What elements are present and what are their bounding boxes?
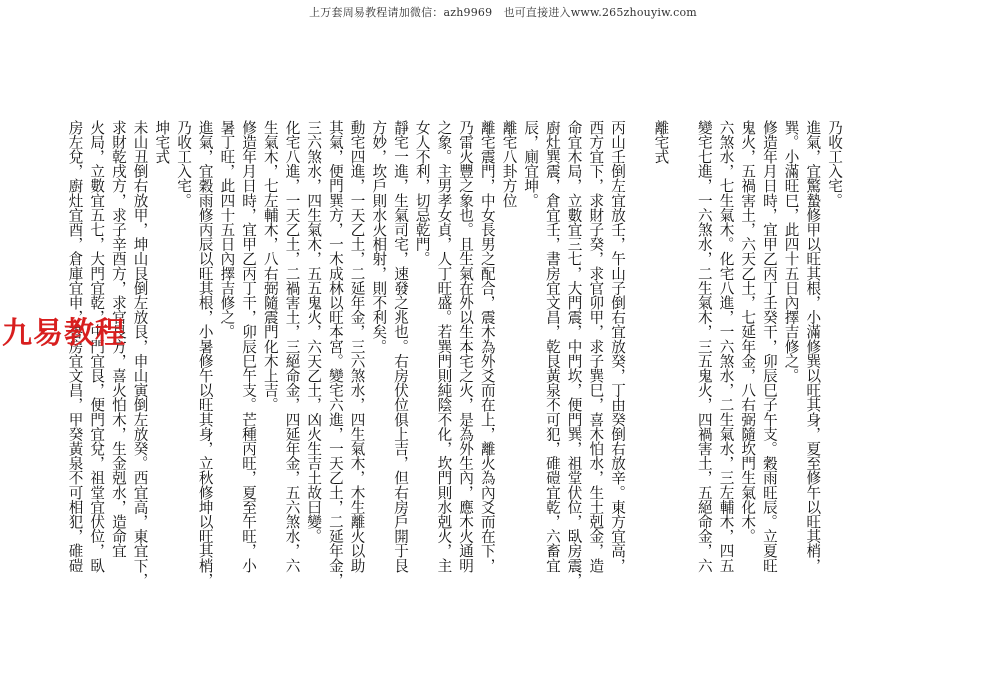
- text-column: 西方宜下，求財子癸，求官卯甲，求子巽巳，喜木怕水，生土剋金，造: [587, 120, 605, 573]
- text-column: 離宅式: [652, 120, 670, 164]
- text-column: [627, 120, 649, 615]
- text-column: 女人不利，切忌乾門。: [413, 120, 431, 266]
- watermark-logo: 九易教程: [2, 316, 126, 351]
- header-banner: 上万套周易教程请加微信：azh9969 也可直接进入www.265zhouyiw.com: [309, 6, 697, 19]
- text-column: 變宅七進，一六煞水，二生氣木，三五鬼火，四禍害土，五絕命金，六: [695, 120, 713, 573]
- text-column: 乃收工入宅。: [826, 120, 843, 208]
- text-column: 修造年月日時，宜甲乙丙丁壬癸干，卯辰巳子午支。穀雨旺辰。立夏旺: [760, 120, 778, 573]
- text-column: 暑丁旺，此四十五日內擇吉修之。: [218, 120, 236, 339]
- text-column: 進氣，宜穀雨修丙辰以旺其根，小暑修午以旺其身，立秋修坤以旺其梢，: [196, 120, 214, 588]
- text-column: 方妙，坎戶則水火相射，則不利矣。: [370, 120, 388, 354]
- text-column: 丙山壬倒左宜放壬，午山子倒右宜放癸，丁由癸倒右放辛。東方宜高，: [609, 120, 626, 573]
- text-column: 乃收工入宅。: [175, 120, 192, 208]
- text-column: 其氣，便門巽方，一木成林以旺本宮。變宅六進，一天乙土，二延年金，: [326, 120, 344, 588]
- text-column: 三六煞水，四生氣木，五五鬼火，六天乙土，凶火生吉土故曰變。: [305, 120, 323, 544]
- text-column: 房左兌，廚灶宜酉，倉庫宜申，書房宜文昌，甲癸黃泉不可相犯，碓磑: [66, 120, 84, 573]
- text-column: 六煞水，七生氣木。化宅八進，一六煞水，二生氣水，三左輔木，四五: [717, 120, 735, 573]
- text-column: 命宜木局，立數宜三七，大門震，中門坎，便門巽，祖堂伏位，臥房震，: [565, 120, 583, 588]
- text-column: 化宅八進，一天乙土，二禍害土，三絕命金，四延年金，五六煞水，六: [283, 120, 301, 573]
- text-column: 靜宅一進，生氣司宅，速發之兆也。右房伏位俱上吉，但右房戶開于艮: [392, 120, 409, 573]
- text-column: 進氣，宜驚蟄修甲以旺其根，小滿修巽以旺其身，夏至修午以旺其梢，: [804, 120, 822, 573]
- text-column: 辰，廁宜坤。: [522, 120, 540, 208]
- text-column: 未山丑倒右放甲，坤山艮倒左放艮，申山寅倒左放癸。西宜高，東宜下，: [131, 120, 149, 588]
- text-column: 動宅四進，一天乙土，二延年金，三六煞水，四生氣木，木生離火以助: [348, 120, 366, 573]
- text-column: 廚灶巽震，倉宜壬，書房宜文昌，乾艮黃泉不可犯，碓磑宜乾，六畜宜: [543, 120, 561, 573]
- text-column: 生氣木，七左輔木，八右弼隨震門化木上吉。: [261, 120, 279, 412]
- text-column: 乃雷火豐之象也。且生氣在外以生本宅之火，是為外生內，應木火通明: [457, 120, 475, 573]
- text-column: 之象。主男孝女貞，人丁旺盛。若巽門則純陰不化，坎門則水剋火，主: [435, 120, 453, 573]
- text-column: 修造年月日時，宜甲乙丙丁干，卯辰巳午支。芒種丙旺，夏至午旺，小: [240, 120, 258, 573]
- text-column: 鬼火，五禍害土，六天乙土，七延年金，八右弼隨坎門生氣化木。: [739, 120, 757, 544]
- text-column: 巽。小滿旺巳，此四十五日內擇吉修之。: [782, 120, 800, 383]
- text-column: 離宅八卦方位: [500, 120, 518, 208]
- text-column: [670, 120, 692, 615]
- text-column: 離宅震門，中女長男之配合，震木為外爻而在上，離火為內爻而在下，: [478, 120, 496, 573]
- text-column: 坤宅式: [153, 120, 171, 164]
- text-column: 火局，立數宜五七，大門宜乾，中門宜艮，便門宜兌，祖堂宜伏位，臥: [88, 120, 106, 573]
- text-column: 求財乾戌方，求子辛酉方，求官艮方，喜火怕木，生金剋水，造命宜: [109, 120, 127, 558]
